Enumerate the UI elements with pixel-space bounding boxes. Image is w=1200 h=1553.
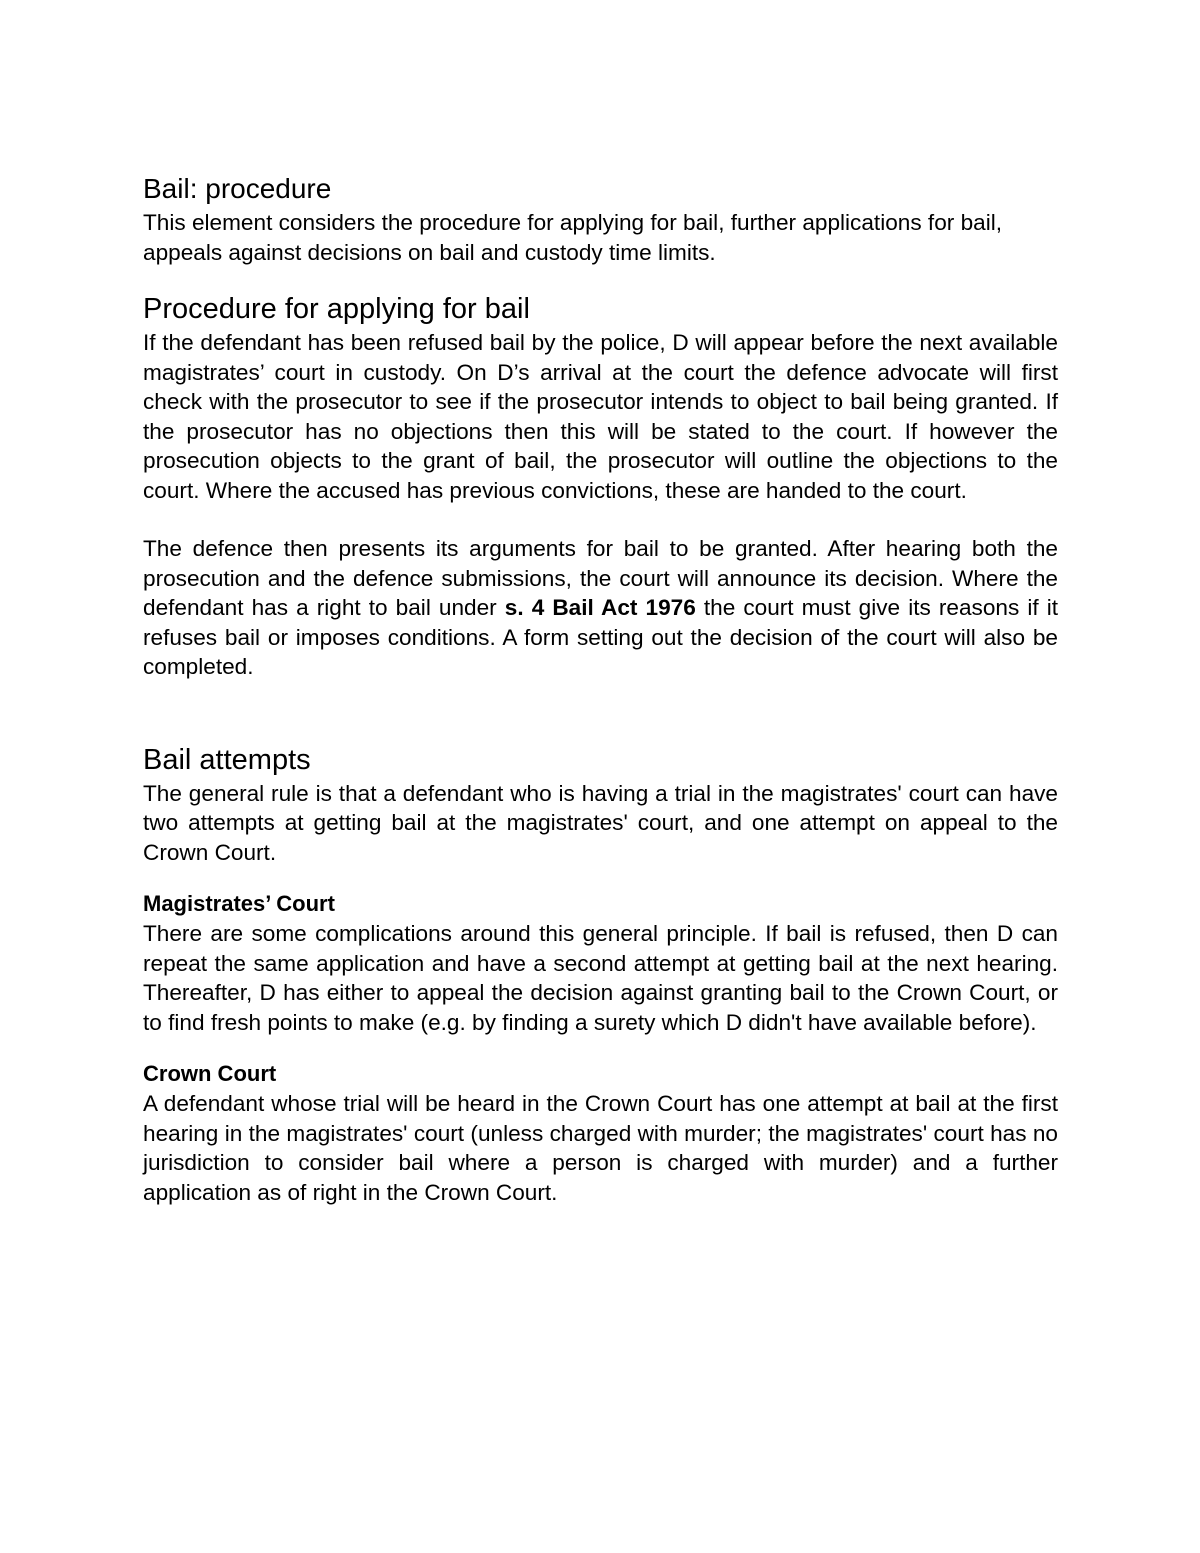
crown-heading: Crown Court bbox=[143, 1061, 277, 1086]
attempts-heading: Bail attempts bbox=[143, 743, 311, 776]
magistrates-heading: Magistrates’ Court bbox=[143, 891, 335, 916]
statute-reference: s. 4 Bail Act 1976 bbox=[504, 595, 696, 620]
document-page bbox=[143, 170, 1058, 1207]
magistrates-paragraph: There are some complications around this general principle. If bail is refused, then D can repeat the same application and have a second attempt at getting bail at the next hearing. Thereafter, D has either to appeal the decision against granting bail to the Crown Court, or to find fresh points to make (e.g. by finding a surety which D didn't have available before). bbox=[143, 921, 1058, 1035]
page-title: Bail: procedure bbox=[143, 173, 332, 204]
procedure-heading: Procedure for applying for bail bbox=[143, 293, 530, 325]
intro-paragraph: This element considers the procedure for applying for bail, further applications for bail, appeals against decisions on bail and custody time limits. bbox=[143, 210, 1003, 265]
crown-paragraph: A defendant whose trial will be heard in the Crown Court has one attempt at bail at the first hearing in the magistrates' court (unless charged with murder; the magistrates' court has no jurisdiction to consider bail where a person is charged with murder) and a further application as of right in the Crown Court. bbox=[143, 1091, 1058, 1205]
attempts-paragraph: The general rule is that a defendant who is having a trial in the magistrates' court can have two attempts at getting bail at the magistrates' court, and one attempt on appeal to the Crown Court. bbox=[143, 780, 1058, 865]
procedure-paragraph-2-end: the court must give its reasons if it refuses bail or imposes conditions. A form setting out the decision of the court will also be completed. bbox=[143, 595, 1058, 679]
procedure-paragraph-1: If the defendant has been refused bail by the police, D will appear before the next available magistrates’ court in custody. On D’s arrival at the court the defence advocate will first check with the prosecutor to see if the prosecutor intends to object to bail being granted. If the prosecutor has no objections then this will be stated to the court. If however the prosecution objects to the grant of bail, the prosecutor will outline the objections to the court. Where the accused has previous convictions, these are handed to the court. bbox=[143, 330, 1058, 503]
procedure-paragraph-2-start: The defence then presents its arguments for bail to be granted. After hearing both the prosecution and the defence submissions, the court will announce its decision. Where the defendant has a right to bail under bbox=[143, 536, 1058, 620]
procedure-paragraph-2 bbox=[143, 534, 1058, 682]
